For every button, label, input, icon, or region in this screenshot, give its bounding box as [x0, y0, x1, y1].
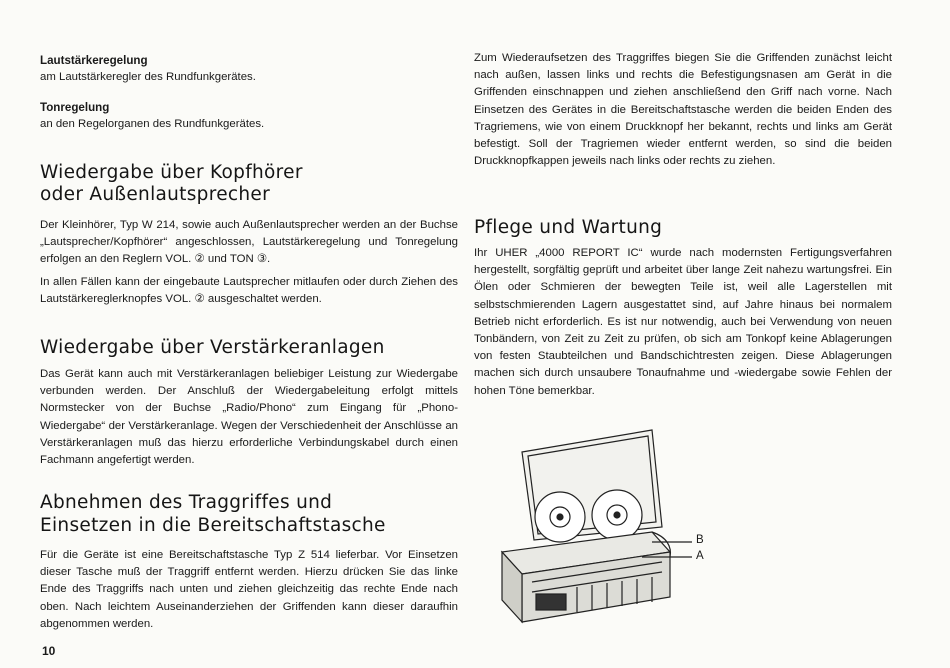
headphones-paragraph-1: Der Kleinhörer, Typ W 214, sowie auch Außenlautsprecher werden an der Buchse „Lautsprecher/Kopfhörer“ angeschlossen, Lautstärkeregelung und Tonregelung erfolgen an den Reglern VOL. ② und TON ③.: [40, 219, 458, 266]
page-number: 10: [42, 644, 56, 658]
handle-title-line1: Abnehmen des Traggriffes und: [40, 492, 333, 513]
callout-label-b: B: [696, 534, 704, 546]
callout-label-a: A: [696, 550, 704, 562]
tone-text: an den Regelorganen des Rundfunkgerätes.: [40, 118, 265, 130]
headphones-paragraph-2: In allen Fällen kann der eingebaute Lautsprecher mitlaufen oder durch Ziehen des Lautstärkereglerknopfes VOL. ② ausgeschaltet werden.: [40, 276, 458, 306]
volume-text: am Lautstärkeregler des Rundfunkgerätes.: [40, 71, 256, 83]
tape-recorder-illustration: [492, 422, 727, 642]
handle-title-line2: Einsetzen in die Bereitschaftstasche: [40, 515, 386, 536]
headphones-title-line2: oder Außenlautsprecher: [40, 184, 270, 205]
amplifier-paragraph: Das Gerät kann auch mit Verstärkeranlagen beliebiger Leistung zur Wiedergabe verbunden werden. Der Anschluß der Wiedergabeleitung erfolgt mittels Normstecker von der Buchse „Radio/Phono“ zum Eingang für „Phono-Wiedergabe“ der Verstärkeranlage. Wegen der Verschiedenheit der Anschlüsse an Verstärkeranlagen muß das hierzu erforderliche Verbindungskabel durch einen Fachmann angefertigt werden.: [40, 368, 458, 467]
care-paragraph: Ihr UHER „4000 REPORT IC“ wurde nach modernsten Fertigungsverfahren hergestellt, sorgfältig geprüft und arbeitet über lange Zeit nahezu wartungsfrei. Ein Ölen oder Schmieren der bewegten Teile ist, weil alle Lagerstellen mit selbstschmierenden Lagern ausgestattet sind, auf Jahre hinaus bei normalem Betrieb nicht erforderlich. Es ist nur notwendig, auch bei Verwendung von neuen Tonbändern, von Zeit zu Zeit zu prüfen, ob sich am Tonkopf keine Ablagerungen von festen Staubteilchen und Bandschichtresten zeigen. Diese Ablagerungen machen sich durch unsaubere Tonaufnahme und -wiedergabe sowie Fehlen der hohen Töne bemerkbar.: [474, 247, 892, 397]
amplifier-title: Wiedergabe über Verstärkeranlagen: [40, 337, 385, 358]
tape-recorder-drawing: [492, 422, 727, 642]
reattach-paragraph: Zum Wiederaufsetzen des Traggriffes biegen Sie die Griffenden zunächst leicht nach außen, lassen links und rechts die Befestigungsnasen am Gerät in die Griffenden einschnappen und ziehen anschließend den Griff nach vorne. Nach Einsetzen des Gerätes in die Bereitschaftstasche werden die beiden Enden des Tragriemens, wie von einem Druckknopf her bekannt, rechts und links am Gerät befestigt. Soll der Tragriemen wieder entfernt werden, so sind die beiden Druckknopfkappen jeweils nach links oder rechts zu ziehen.: [474, 52, 892, 168]
volume-heading: Lautstärkeregelung: [40, 54, 148, 67]
care-title: Pflege und Wartung: [474, 217, 663, 238]
headphones-title-line1: Wiedergabe über Kopfhörer: [40, 162, 303, 183]
tone-heading: Tonregelung: [40, 101, 110, 114]
handle-paragraph: Für die Geräte ist eine Bereitschaftstasche Typ Z 514 lieferbar. Vor Einsetzen dieser Tasche muß der Traggriff entfernt werden. Hierzu drücken Sie das linke Ende des Traggriffs nach unten und ziehen gleichzeitig das rechte Ende nach oben. Nach leichtem Auseinanderziehen der Griffenden kann dieser daraufhin abgenommen werden.: [40, 549, 458, 630]
